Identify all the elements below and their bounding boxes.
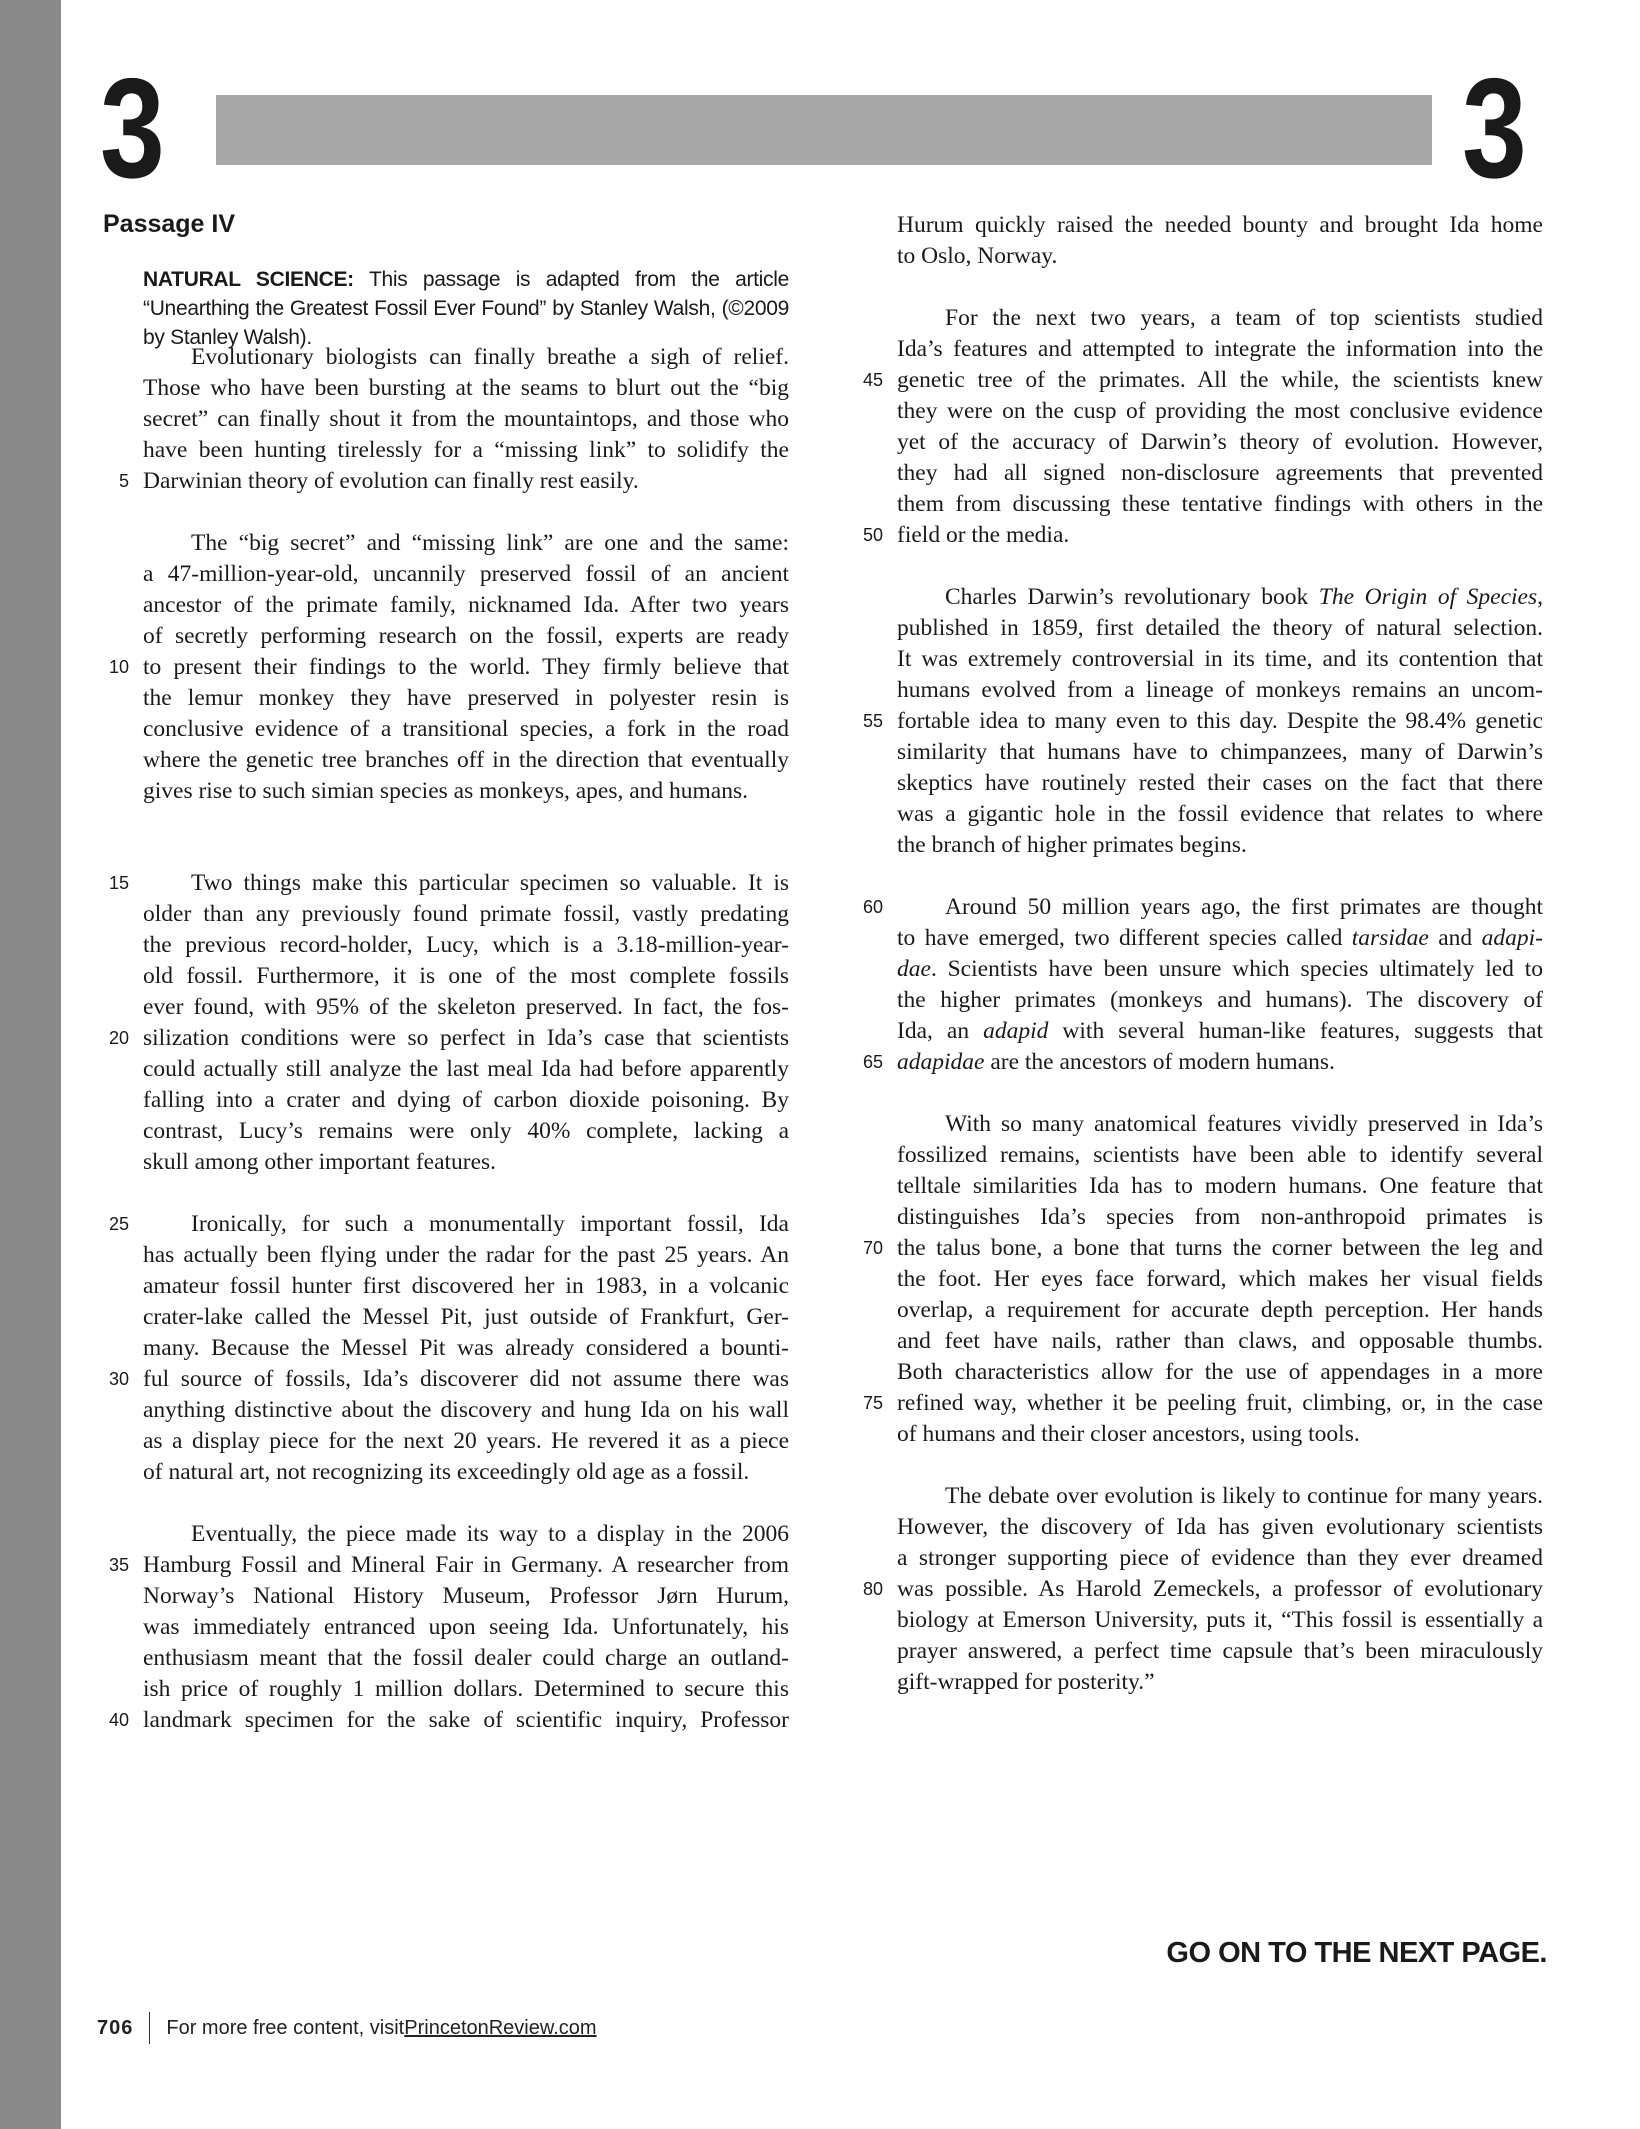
passage-line: anything distinctive about the discovery and hung Ida on his wall [143,1397,789,1423]
passage-line: was a gigantic hole in the fossil evidence that relates to where [897,801,1543,827]
line-number: 70 [862,1238,883,1258]
line-number: 30 [108,1369,129,1389]
section-number-left: 3 [100,49,165,208]
passage-line: gives rise to such simian species as monkeys, apes, and humans. [143,778,749,804]
passage-line: Ironically, for such a monumentally important fossil, Ida [191,1211,789,1237]
line-number: 25 [108,1214,129,1234]
line-number: 75 [862,1393,883,1413]
passage-line: Evolutionary biologists can finally breathe a sigh of relief. [191,344,789,370]
passage-line: For the next two years, a team of top scientists studied [945,305,1543,331]
passage-line: gift-wrapped for posterity.” [897,1669,1155,1695]
section-header-bar [216,95,1432,165]
page-number: 706 [97,2016,134,2039]
passage-line: have been hunting tirelessly for a “missing link” to solidify the [143,437,789,463]
passage-line: secret” can finally shout it from the mountaintops, and those who [143,406,789,432]
passage-line: ful source of fossils, Ida’s discoverer did not assume there was [143,1366,789,1392]
passage-line: humans evolved from a lineage of monkeys remains an uncom- [897,677,1543,703]
passage-line: many. Because the Messel Pit was already considered a bounti- [143,1335,789,1361]
passage-line: landmark specimen for the sake of scientific inquiry, Professor [143,1707,789,1733]
passage-line: where the genetic tree branches off in the direction that eventually [143,747,789,773]
left-margin-bar [0,0,61,2129]
passage-line: The debate over evolution is likely to continue for many years. [945,1483,1543,1509]
passage-line: prayer answered, a perfect time capsule that’s been miraculously [897,1638,1543,1664]
passage-line: overlap, a requirement for accurate depth perception. Her hands [897,1297,1543,1323]
line-number: 55 [862,711,883,731]
passage-line: dae. Scientists have been unsure which species ultimately led to [897,956,1543,982]
passage-line: published in 1859, first detailed the theory of natural selection. [897,615,1543,641]
passage-line: falling into a crater and dying of carbon dioxide poisoning. By [143,1087,789,1113]
passage-line: Around 50 million years ago, the first primates are thought [945,894,1543,920]
passage-line: telltale similarities Ida has to modern humans. One feature that [897,1173,1543,1199]
passage-line: ancestor of the primate family, nicknamed Ida. After two years [143,592,789,618]
passage-line: However, the discovery of Ida has given evolutionary scientists [897,1514,1543,1540]
passage-line: the foot. Her eyes face forward, which makes her visual fields [897,1266,1543,1292]
passage-line: older than any previously found primate fossil, vastly predating [143,901,789,927]
passage-line: amateur fossil hunter first discovered her in 1983, in a volcanic [143,1273,789,1299]
passage-line: a stronger supporting piece of evidence than they ever dreamed [897,1545,1543,1571]
line-number: 60 [862,897,883,917]
passage-line: Hurum quickly raised the needed bounty and brought Ida home [897,212,1543,238]
line-number: 5 [118,471,129,491]
passage-line: enthusiasm meant that the fossil dealer could charge an outland- [143,1645,789,1671]
line-number: 65 [862,1052,883,1072]
passage-line: they had all signed non-disclosure agreements that prevented [897,460,1543,486]
passage-line: fossilized remains, scientists have been able to identify several [897,1142,1543,1168]
passage-line: silization conditions were so perfect in Ida’s case that scientists [143,1025,789,1051]
passage-line: the branch of higher primates begins. [897,832,1247,858]
passage-line: as a display piece for the next 20 years. He revered it as a piece [143,1428,789,1454]
footer-divider [149,2012,150,2044]
passage-line: to Oslo, Norway. [897,243,1058,269]
line-number: 45 [862,370,883,390]
passage-line: contrast, Lucy’s remains were only 40% complete, lacking a [143,1118,789,1144]
passage-line: skeptics have routinely rested their cases on the fact that there [897,770,1543,796]
passage-line: field or the media. [897,522,1070,548]
passage-line: Norway’s National History Museum, Professor Jørn Hurum, [143,1583,789,1609]
passage-line: refined way, whether it be peeling fruit, climbing, or, in the case [897,1390,1543,1416]
passage-line: Darwinian theory of evolution can finally rest easily. [143,468,639,494]
passage-line: the talus bone, a bone that turns the corner between the leg and [897,1235,1543,1261]
line-number: 10 [108,657,129,677]
line-number: 35 [108,1555,129,1575]
go-on-next-page-label: GO ON TO THE NEXT PAGE. [1166,1937,1547,1969]
passage-line: them from discussing these tentative findings with others in the [897,491,1543,517]
passage-line: genetic tree of the primates. All the while, the scientists knew [897,367,1543,393]
section-number-right: 3 [1462,49,1527,208]
passage-line: they were on the cusp of providing the most conclusive evidence [897,398,1543,424]
passage-line: distinguishes Ida’s species from non-anthropoid primates is [897,1204,1543,1230]
passage-line: skull among other important features. [143,1149,497,1175]
passage-line: fortable idea to many even to this day. Despite the 98.4% genetic [897,708,1543,734]
passage-line: It was extremely controversial in its time, and its contention that [897,646,1543,672]
passage-line: was immediately entranced upon seeing Ida. Unfortunately, his [143,1614,789,1640]
line-number: 40 [108,1710,129,1730]
footer-promo-text: For more free content, visit [166,2016,405,2039]
passage-line: Hamburg Fossil and Mineral Fair in Germany. A researcher from [143,1552,789,1578]
passage-line: Ida, an adapid with several human-like features, suggests that [897,1018,1543,1044]
line-number: 50 [862,525,883,545]
princeton-review-link[interactable]: PrincetonReview.com [404,2016,597,2039]
passage-line: has actually been flying under the radar for the past 25 years. An [143,1242,789,1268]
passage-line: and feet have nails, rather than claws, and opposable thumbs. [897,1328,1543,1354]
passage-line: of natural art, not recognizing its exceedingly old age as a fossil. [143,1459,750,1485]
passage-line: of humans and their closer ancestors, using tools. [897,1421,1360,1447]
passage-line: ish price of roughly 1 million dollars. Determined to secure this [143,1676,789,1702]
passage-line: could actually still analyze the last meal Ida had before apparently [143,1056,789,1082]
passage-line: Eventually, the piece made its way to a display in the 2006 [191,1521,789,1547]
passage-line: yet of the accuracy of Darwin’s theory of evolution. However, [897,429,1543,455]
passage-line: to present their findings to the world. They firmly believe that [143,654,789,680]
passage-line: biology at Emerson University, puts it, “This fossil is essentially a [897,1607,1543,1633]
passage-intro [143,265,789,352]
passage-line: Those who have been bursting at the seams to blurt out the “big [143,375,789,401]
line-number: 15 [108,873,129,893]
passage-line: ever found, with 95% of the skeleton preserved. In fact, the fos- [143,994,789,1020]
passage-line: the previous record-holder, Lucy, which is a 3.18-million-year- [143,932,789,958]
passage-line: Both characteristics allow for the use of appendages in a more [897,1359,1543,1385]
passage-line: With so many anatomical features vividly preserved in Ida’s [945,1111,1543,1137]
passage-line: of secretly performing research on the fossil, experts are ready [143,623,789,649]
passage-line: was possible. As Harold Zemeckels, a professor of evolutionary [897,1576,1543,1602]
passage-line: Ida’s features and attempted to integrate the information into the [897,336,1543,362]
passage-line: conclusive evidence of a transitional species, a fork in the road [143,716,789,742]
passage-line: to have emerged, two different species called tarsidae and adapi- [897,925,1543,951]
passage-intro-text: This passage is adapted from the article “Unearthing the Greatest Fossil Ever Found” by Stanley Walsh, (©2009 by Stanley Walsh). [143,268,789,349]
passage-title: Passage IV [103,210,236,238]
passage-line: a 47-million-year-old, uncannily preserved fossil of an ancient [143,561,789,587]
passage-intro-label: NATURAL SCIENCE: [143,268,354,291]
passage-line: the lemur monkey they have preserved in polyester resin is [143,685,789,711]
passage-line: adapidae are the ancestors of modern humans. [897,1049,1335,1075]
passage-line: crater-lake called the Messel Pit, just outside of Frankfurt, Ger- [143,1304,789,1330]
line-number: 20 [108,1028,129,1048]
line-number: 80 [862,1579,883,1599]
passage-line: Charles Darwin’s revolutionary book The Origin of Species, [945,584,1543,610]
passage-line: the higher primates (monkeys and humans). The discovery of [897,987,1543,1013]
passage-line: similarity that humans have to chimpanzees, many of Darwin’s [897,739,1543,765]
page-footer [97,2012,597,2044]
passage-line: The “big secret” and “missing link” are one and the same: [191,530,789,556]
passage-line: old fossil. Furthermore, it is one of the most complete fossils [143,963,789,989]
passage-line: Two things make this particular specimen so valuable. It is [191,870,789,896]
